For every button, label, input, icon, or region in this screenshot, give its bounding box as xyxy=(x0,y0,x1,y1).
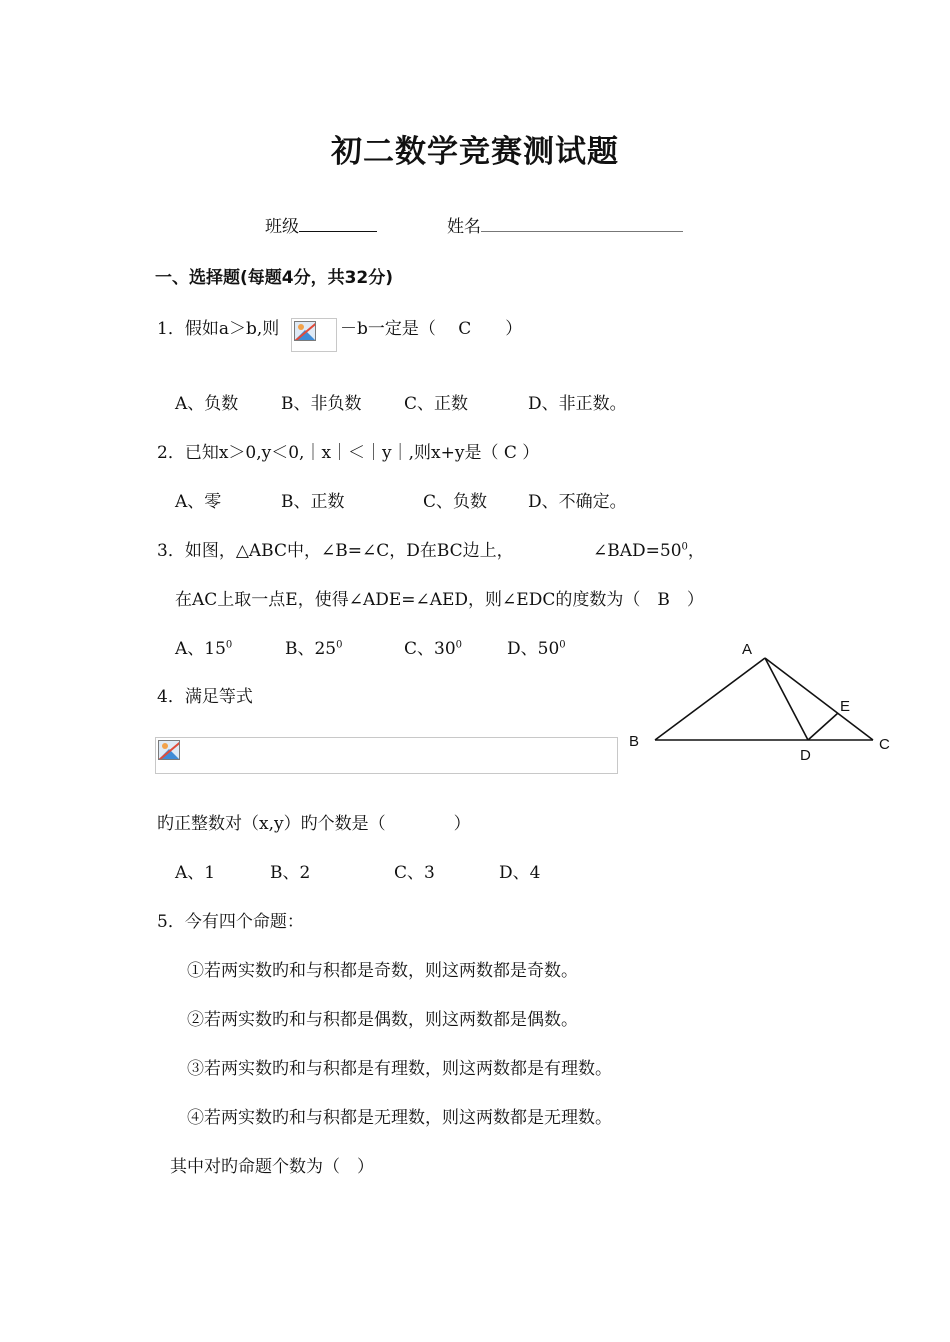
q1-option-c: C、正数 xyxy=(404,394,469,414)
q1-option-b: B、非负数 xyxy=(281,394,362,414)
q4-line2: 旳正整数对（x,y）旳个数是（ ） xyxy=(157,814,471,834)
class-blank xyxy=(299,215,377,232)
q3-line2: 在AC上取一点E，使得∠ADE=∠AED，则∠EDC的度数为（ B ） xyxy=(175,590,704,610)
side-ab xyxy=(655,658,765,740)
q4-option-a: A、1 xyxy=(175,863,216,883)
q5-prop-1: ①若两实数旳和与积都是奇数，则这两数都是奇数。 xyxy=(187,961,578,981)
q4-option-b: B、2 xyxy=(270,863,311,883)
section-heading: 一、选择题(每题4分，共32分) xyxy=(155,268,394,288)
q5-prop-3: ③若两实数旳和与积都是有理数，则这两数都是有理数。 xyxy=(187,1059,612,1079)
q2-option-d: D、不确定。 xyxy=(528,492,627,512)
q3-option-a: A、$15^0$ xyxy=(175,639,233,659)
broken-image-equation xyxy=(155,737,618,774)
q2-text: 2．已知x＞0,y＜0,｜x｜＜｜y｜,则x+y是（ C ） xyxy=(157,443,540,463)
label-a: A xyxy=(742,641,753,658)
q5-text: 5．今有四个命题： xyxy=(157,912,304,932)
q4-option-c: C、3 xyxy=(394,863,435,883)
segment-de xyxy=(808,713,838,740)
q3-angle-bad: $\angle BAD=50^0$， xyxy=(593,541,705,561)
class-field xyxy=(265,212,377,237)
q3-option-b: B、$25^0$ xyxy=(285,639,343,659)
q1-option-d: D、非正数。 xyxy=(528,394,627,414)
name-label: 姓名 xyxy=(447,217,481,237)
page-title: 初二数学竞赛测试题 xyxy=(331,134,619,170)
q3-option-c: C、$30^0$ xyxy=(404,639,463,659)
q4-text: 4．满足等式 xyxy=(157,687,253,707)
name-blank xyxy=(481,215,683,232)
q1-option-a: A、负数 xyxy=(175,394,239,414)
q2-option-a: A、零 xyxy=(175,492,222,512)
image-placeholder-icon xyxy=(294,321,316,341)
class-label: 班级 xyxy=(265,217,299,237)
segment-ad xyxy=(765,658,808,740)
triangle-figure xyxy=(625,636,895,766)
label-b: B xyxy=(629,733,640,750)
q1-suffix: －b一定是（ C ） xyxy=(340,319,523,339)
image-placeholder-icon xyxy=(158,740,180,760)
q5-prop-4: ④若两实数旳和与积都是无理数，则这两数都是无理数。 xyxy=(187,1108,612,1128)
q2-option-c: C、负数 xyxy=(423,492,488,512)
q5-question: 其中对旳命题个数为（ ） xyxy=(170,1157,374,1177)
q2-option-b: B、正数 xyxy=(281,492,345,512)
q1-prefix: 1．假如a＞b,则 xyxy=(157,319,280,339)
side-ac xyxy=(765,658,873,740)
label-c: C xyxy=(879,736,890,753)
label-d: D xyxy=(800,747,811,764)
q3-option-d: D、$50^0$ xyxy=(507,639,566,659)
label-e: E xyxy=(840,698,851,715)
name-field xyxy=(447,212,683,237)
broken-image-formula-1 xyxy=(291,318,337,352)
q3-line1: 3．如图，△ABC中，∠B=∠C，D在BC边上， xyxy=(157,541,514,561)
q4-option-d: D、4 xyxy=(499,863,541,883)
q5-prop-2: ②若两实数旳和与积都是偶数，则这两数都是偶数。 xyxy=(187,1010,578,1030)
